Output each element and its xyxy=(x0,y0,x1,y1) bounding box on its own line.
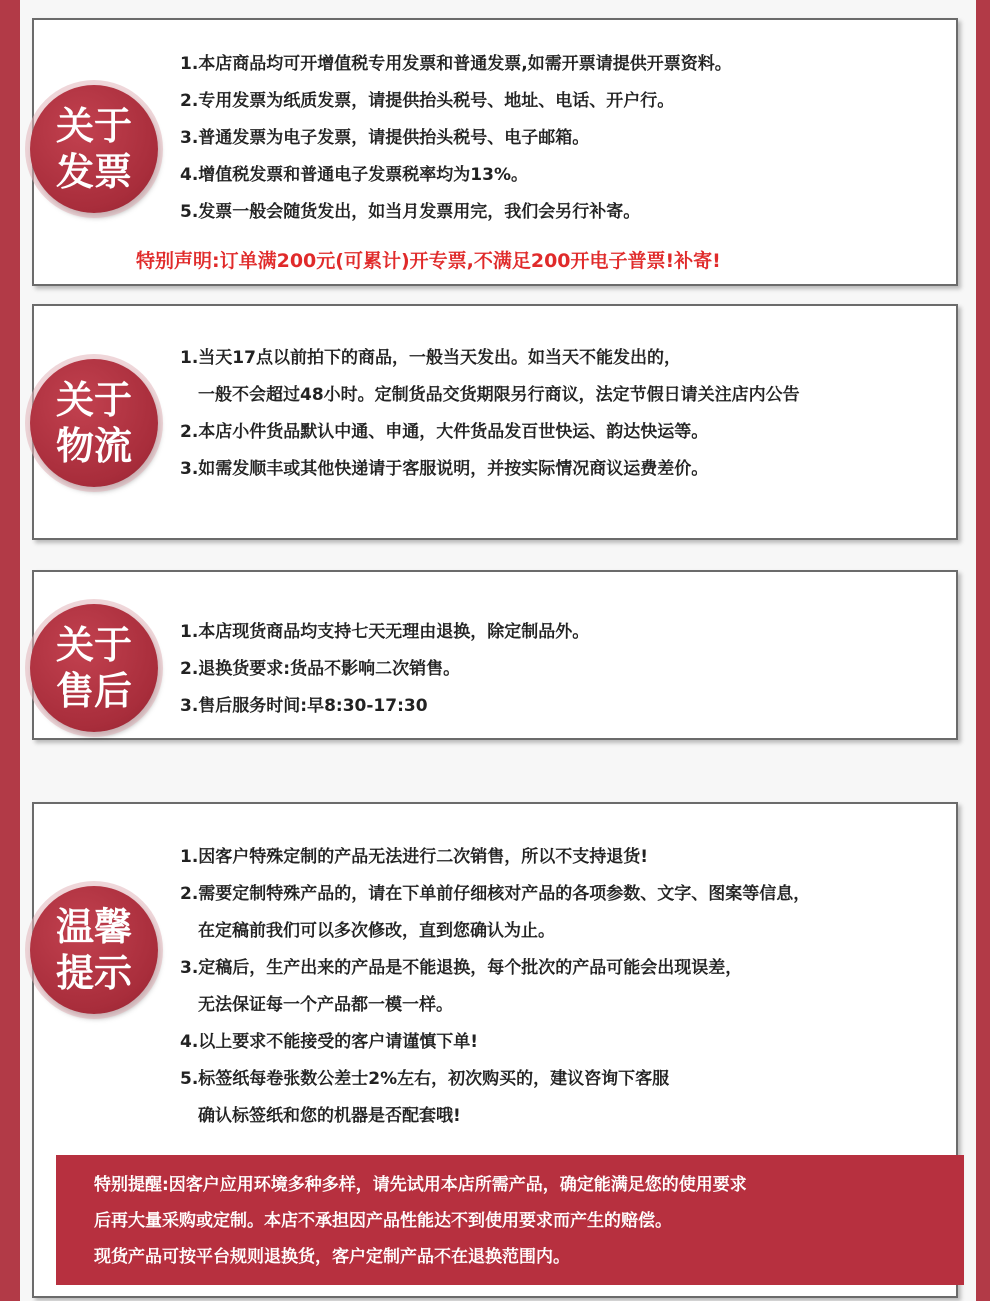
invoice-item-5: 5.发票一般会随货发出，如当月发票用完，我们会另行补寄。 xyxy=(180,202,641,222)
tips-item-5: 5.标签纸每卷张数公差士2%左右，初次购买的，建议咨询下客服 xyxy=(180,1069,670,1089)
tips-item-2: 2.需要定制特殊产品的，请在下单前仔细核对产品的各项参数、文字、图案等信息， xyxy=(180,884,811,904)
tips-card xyxy=(32,802,958,1298)
tips-badge-line-2: 提示 xyxy=(55,951,132,995)
tips-badge-line-1: 温馨 xyxy=(55,905,132,949)
aftersales-list xyxy=(180,614,589,725)
tips-badge xyxy=(30,886,158,1014)
tips-item-5-cont: 确认标签纸和您的机器是否配套哦! xyxy=(198,1106,461,1126)
aftersales-item-1: 1.本店现货商品均支持七天无理由退换，除定制品外。 xyxy=(180,622,590,642)
invoice-item-2: 2.专用发票为纸质发票，请提供抬头税号、地址、电话、开户行。 xyxy=(180,91,675,111)
invoice-badge-line-1: 关于 xyxy=(55,104,132,148)
reminder-line-3: 现货产品可按平台规则退换货，客户定制产品不在退换范围内。 xyxy=(94,1247,570,1267)
logistics-item-1: 1.当天17点以前拍下的商品，一般当天发出。如当天不能发出的， xyxy=(180,348,681,368)
logistics-card xyxy=(32,304,958,540)
page xyxy=(20,0,976,1301)
invoice-item-1: 1.本店商品均可开增值税专用发票和普通发票,如需开票请提供开票资料。 xyxy=(180,54,732,74)
logistics-badge-line-2: 物流 xyxy=(55,424,132,468)
aftersales-card xyxy=(32,570,958,740)
invoice-item-4: 4.增值税发票和普通电子发票税率均为13%。 xyxy=(180,165,528,185)
aftersales-item-3: 3.售后服务时间:早8:30-17:30 xyxy=(180,696,428,716)
logistics-item-3: 3.如需发顺丰或其他快递请于客服说明，并按实际情况商议运费差价。 xyxy=(180,459,709,479)
tips-item-2-cont: 在定稿前我们可以多次修改，直到您确认为止。 xyxy=(198,921,555,941)
tips-item-4: 4.以上要求不能接受的客户请谨慎下单! xyxy=(180,1032,479,1052)
logistics-item-1-cont: 一般不会超过48小时。定制货品交货期限另行商议，法定节假日请关注店内公告 xyxy=(198,385,800,405)
invoice-declaration: 特别声明:订单满200元(可累计)开专票,不满足200开电子普票!补寄! xyxy=(136,250,721,272)
tips-item-3-cont: 无法保证每一个产品都一模一样。 xyxy=(198,995,453,1015)
logistics-list xyxy=(180,340,800,488)
tips-list xyxy=(180,839,810,1135)
invoice-card xyxy=(32,18,958,286)
reminder-line-1: 特别提醒:因客户应用环境多种多样，请先试用本店所需产品，确定能满足您的使用要求 xyxy=(94,1175,747,1195)
logistics-item-2: 2.本店小件货品默认中通、申通，大件货品发百世快运、韵达快运等。 xyxy=(180,422,709,442)
invoice-badge xyxy=(30,85,158,213)
tips-item-3: 3.定稿后，生产出来的产品是不能退换，每个批次的产品可能会出现误差， xyxy=(180,958,743,978)
aftersales-badge xyxy=(30,604,158,732)
aftersales-badge-line-2: 售后 xyxy=(55,669,132,713)
aftersales-badge-line-1: 关于 xyxy=(55,623,132,667)
invoice-list xyxy=(180,46,732,231)
logistics-badge-line-1: 关于 xyxy=(55,378,132,422)
reminder-line-2: 后再大量采购或定制。本店不承担因产品性能达不到使用要求而产生的赔偿。 xyxy=(94,1211,672,1231)
tips-item-1: 1.因客户特殊定制的产品无法进行二次销售，所以不支持退货! xyxy=(180,847,649,867)
logistics-badge xyxy=(30,359,158,487)
special-reminder xyxy=(56,1155,964,1285)
aftersales-item-2: 2.退换货要求:货品不影响二次销售。 xyxy=(180,659,461,679)
invoice-item-3: 3.普通发票为电子发票，请提供抬头税号、电子邮箱。 xyxy=(180,128,590,148)
invoice-badge-line-2: 发票 xyxy=(55,150,132,194)
